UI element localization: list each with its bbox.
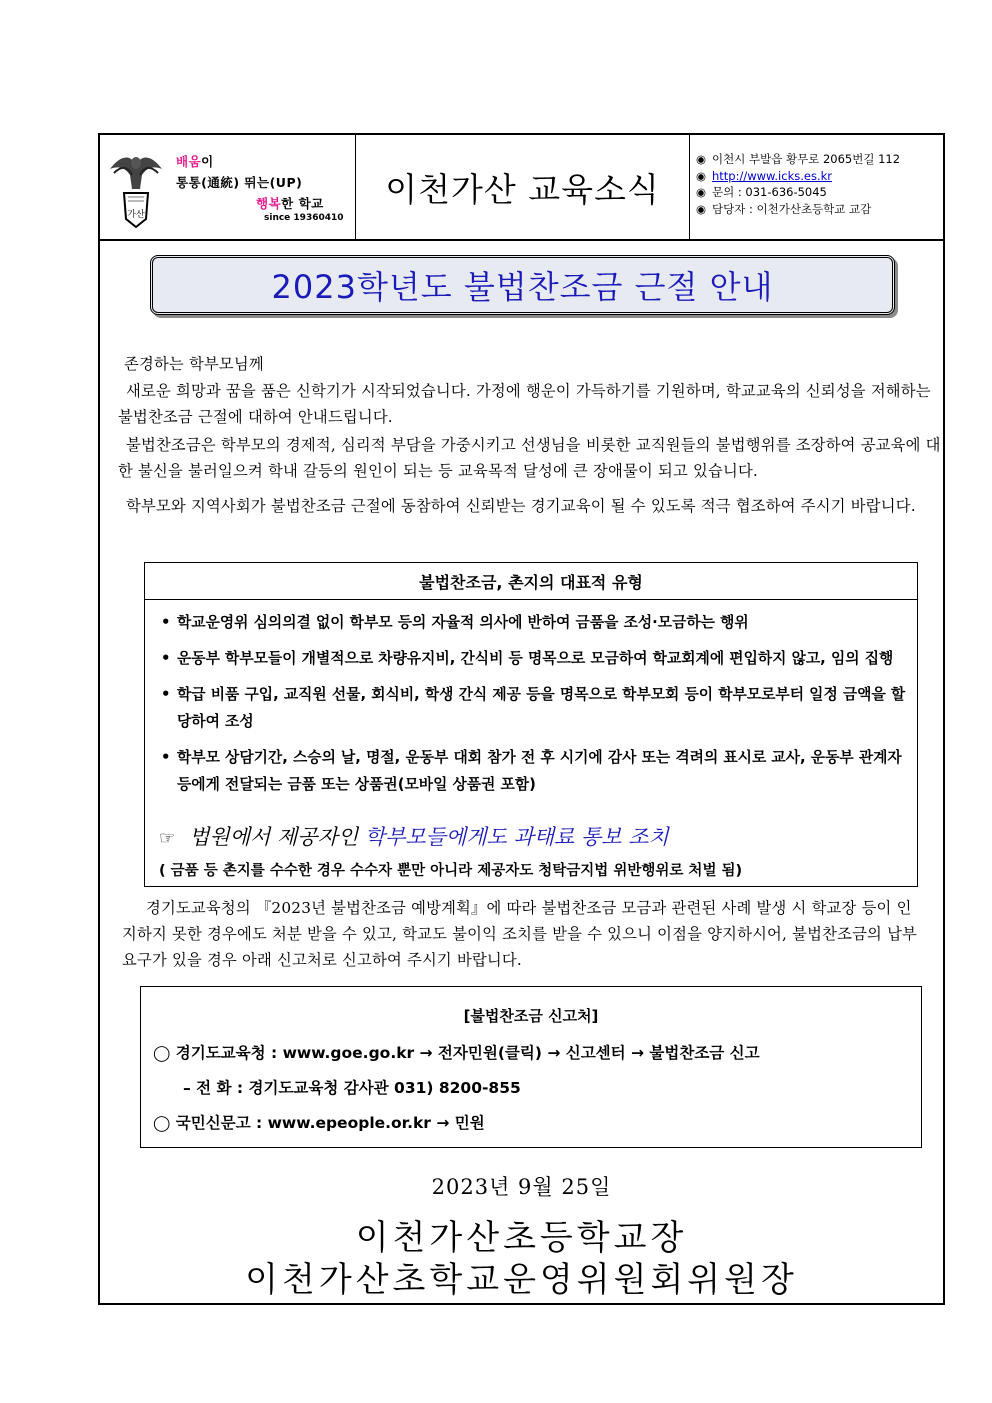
newsletter-title: 이천가산 교육소식 (356, 135, 690, 239)
after-paragraph: 경기도교육청의 『2023년 불법찬조금 예방계획』에 따라 불법찬조금 모금과 관련된 사례 발생 시 학교장 등이 인지하지 못한 경우에도 처분 받을 수 있고, 학교도 불이익 조치를 받을 수 있으니 이점을 양지하시어, 불법찬조금의 납부요구가 있을 경우 아래 신고처로 신고하여 주시기 바랍니다. (122, 899, 918, 969)
types-list-item: • 학급 비품 구입, 교직원 선물, 회식비, 학생 간식 제공 등을 명목으로 학부모회 등이 학부모로부터 일정 금액을 할당하여 조성 (159, 681, 907, 735)
committee-chair-signature: 이천가산초학교운영위원회위원장 (245, 1260, 798, 1300)
issue-date: 2023년 9월 25일 (431, 1175, 612, 1199)
report-line-phone: – 전 화 : 경기도교육청 감사관 031) 8200-855 (183, 1079, 521, 1097)
types-list (145, 609, 917, 798)
notice-banner-title: 2023학년도 불법찬조금 근절 안내 (150, 255, 895, 315)
eagle-logo-icon (106, 149, 166, 231)
greeting: 존경하는 학부모님께 (124, 355, 264, 373)
school-slogan (176, 151, 324, 214)
contact-person-text: 담당자 : 이천가산초등학교 교감 (712, 201, 872, 216)
school-logo-block (100, 135, 356, 239)
intro-paragraph-3: 학부모와 지역사회가 불법찬조금 근절에 동참하여 신뢰받는 경기교육이 될 수 있도록 적극 협조하여 주시기 바랍니다. (126, 497, 916, 515)
slogan-char: 배 (176, 154, 189, 169)
penalty-footnote: ( 금품 등 촌지를 수수한 경우 수수자 뿐만 아니라 제공자도 청탁금지법 위반행위로 처벌 됨) (159, 863, 743, 879)
slogan-char: 움 (188, 154, 202, 169)
notice-highlight: 학부모들에게도 과태료 통보 조치 (364, 825, 669, 849)
intro-paragraph-1: 새로운 희망과 꿈을 품은 신학기가 시작되었습니다. 가정에 행운이 가득하기를 기원하며, 학교교육의 신뢰성을 저해하는 불법찬조금 근절에 대하여 안내드립니다. (118, 382, 931, 426)
principal-signature: 이천가산초등학교장 (355, 1218, 688, 1258)
bullet-icon: ◉ (696, 168, 707, 183)
pointing-hand-icon: ☞ (159, 828, 176, 849)
website-link[interactable]: http://www.icks.es.kr (712, 168, 832, 183)
newsletter-frame (98, 133, 945, 1305)
bullet-icon: ◉ (696, 185, 707, 199)
phone-text: 문의 : 031-636-5045 (712, 185, 827, 199)
intro-paragraph-2: 불법찬조금은 학부모의 경제적, 심리적 부담을 가중시키고 선생님을 비롯한 교직원들의 불법행위를 조장하여 공교육에 대한 불신을 불러일으켜 학내 갈등의 원인이 되는 등 교육목적 달성에 큰 장애물이 되고 있습니다. (118, 436, 941, 480)
since-label: since 19360410 (264, 213, 344, 223)
types-list-item: • 학교운영위 심의의결 없이 학부모 등의 자율적 의사에 반하여 금품을 조성·모금하는 행위 (159, 609, 907, 636)
logo-text: 가산 (127, 210, 145, 220)
types-list-item: • 운동부 학부모들이 개별적으로 차량유지비, 간식비 등 명목으로 모금하여 학교회계에 편입하지 않고, 임의 집행 (159, 645, 907, 672)
report-box-title: [불법찬조금 신고처] (463, 1007, 599, 1025)
report-line-education-office: ◯ 경기도교육청 : www.goe.go.kr → 전자민원(클릭) → 신고센터 → 불법찬조금 신고 (153, 1044, 760, 1062)
address-text: 이천시 부발읍 황무로 2065번길 112 (712, 152, 901, 166)
slogan-char: 이 (201, 154, 214, 169)
newsletter-header (100, 135, 943, 241)
bullet-icon: ◉ (696, 201, 707, 216)
types-box (144, 562, 918, 887)
penalty-notice (159, 821, 669, 851)
report-line-epeople: ◯ 국민신문고 : www.epeople.or.kr → 민원 (153, 1114, 485, 1132)
types-box-heading: 불법찬조금, 촌지의 대표적 유형 (145, 563, 917, 600)
report-box (140, 986, 922, 1148)
notice-text: 법원에서 제공자인 (189, 825, 365, 849)
bullet-icon: ◉ (696, 152, 707, 166)
slogan-char: 복 (268, 196, 282, 211)
slogan-line: 통통(通統) 뛰는(UP) (176, 175, 303, 190)
slogan-char: 한 학교 (281, 196, 324, 211)
contact-info (696, 151, 941, 217)
types-list-item: • 학부모 상담기간, 스승의 날, 명절, 운동부 대회 참가 전 후 시기에 감사 또는 격려의 표시로 교사, 운동부 관계자 등에게 전달되는 금품 또는 상품권(모바일 상품권 포함) (159, 744, 907, 798)
slogan-char: 행 (256, 196, 269, 211)
